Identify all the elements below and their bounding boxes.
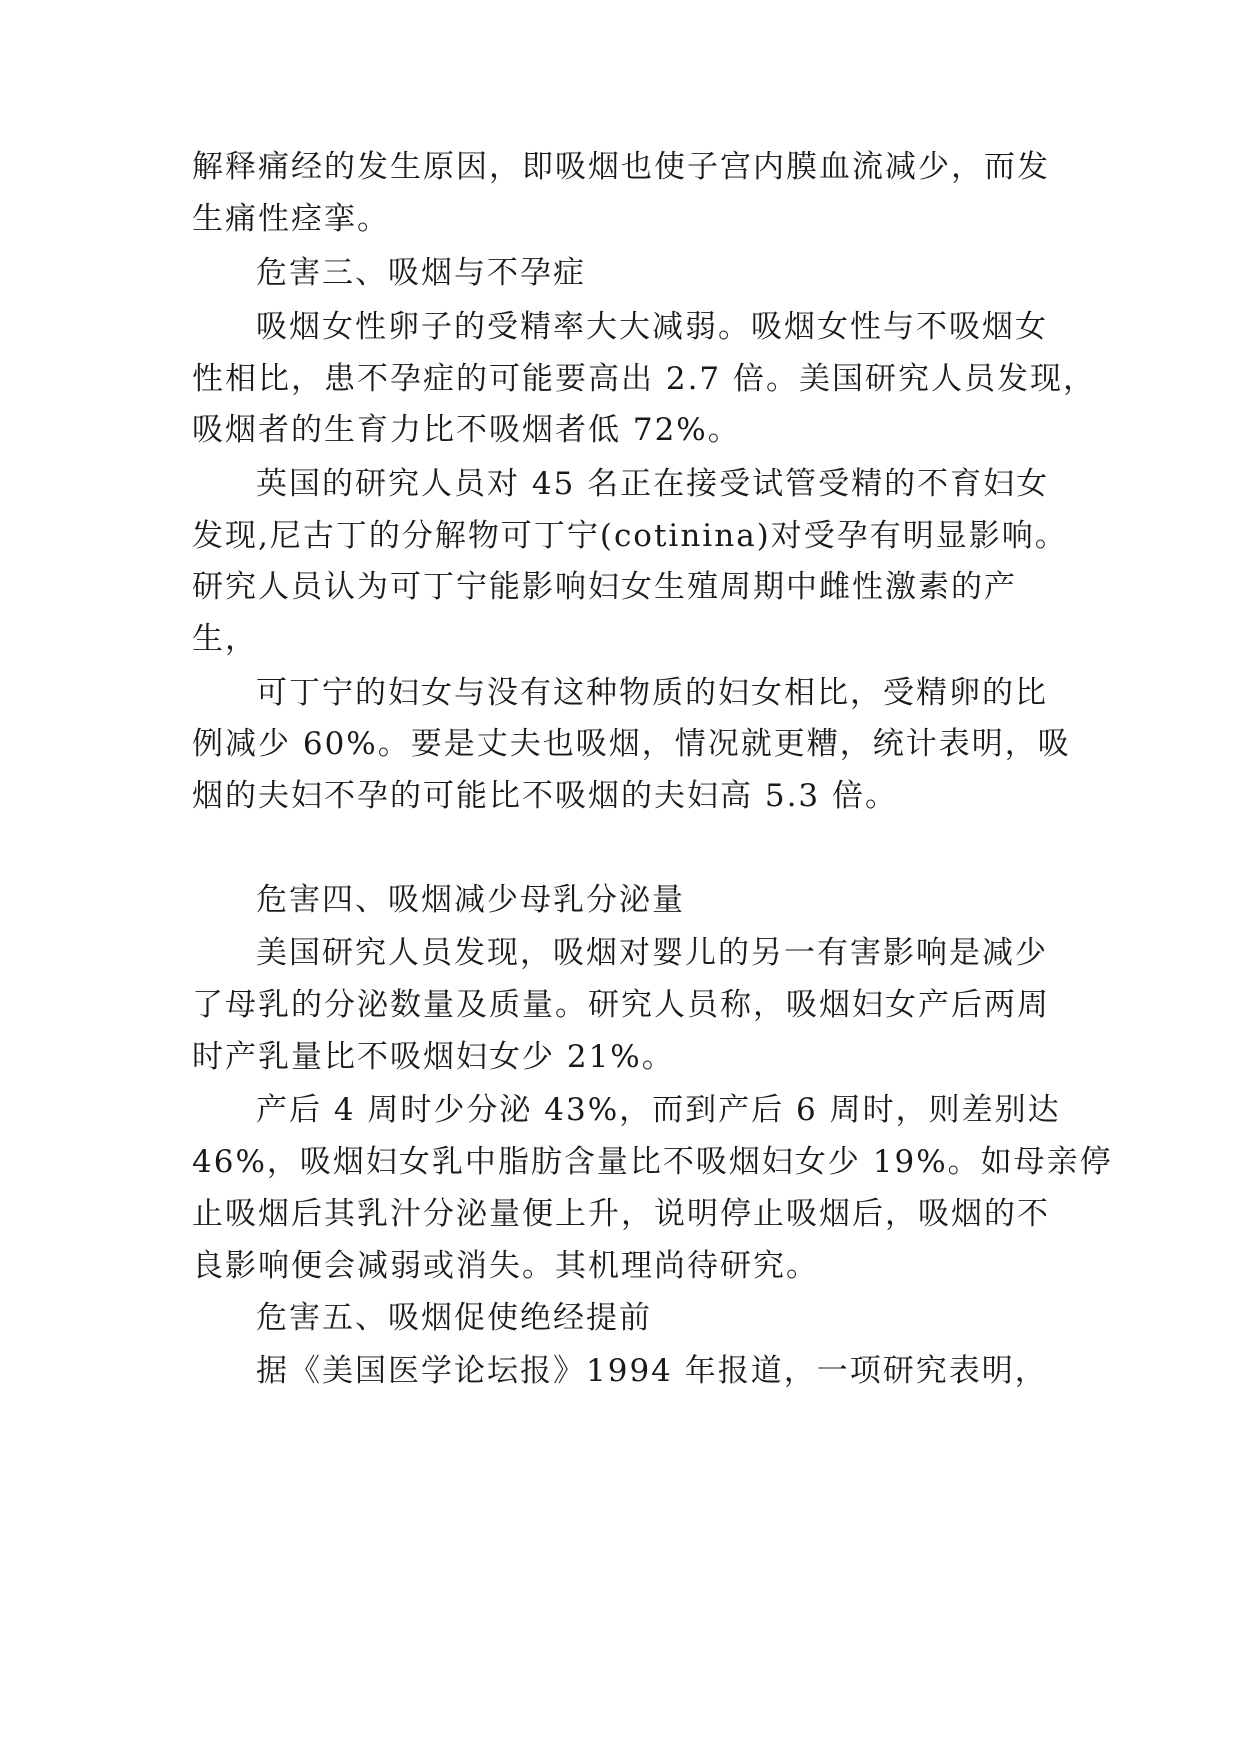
section-heading: 危害四、吸烟减少母乳分泌量 — [256, 882, 685, 918]
text-line: 例减少 60%。要是丈夫也吸烟，情况就更糟，统计表明，吸 — [192, 726, 1071, 762]
text-line: 美国研究人员发现，吸烟对婴儿的另一有害影响是减少 — [256, 935, 1048, 971]
text-line: 发现,尼古丁的分解物可丁宁(cotinina)对受孕有明显影响。 — [192, 518, 1068, 554]
text-line: 可丁宁的妇女与没有这种物质的妇女相比，受精卵的比 — [256, 675, 1048, 711]
text-line: 吸烟者的生育力比不吸烟者低 72%。 — [192, 412, 741, 448]
text-line: 生痛性痉挛。 — [192, 201, 390, 237]
text-line: 生， — [192, 621, 258, 657]
text-line: 止吸烟后其乳汁分泌量便上升，说明停止吸烟后，吸烟的不 — [192, 1196, 1050, 1232]
text-line: 了母乳的分泌数量及质量。研究人员称，吸烟妇女产后两周 — [192, 987, 1050, 1023]
text-line: 英国的研究人员对 45 名正在接受试管受精的不育妇女 — [256, 466, 1050, 502]
text-line: 烟的夫妇不孕的可能比不吸烟的夫妇高 5.3 倍。 — [192, 778, 899, 814]
section-heading: 危害三、吸烟与不孕症 — [256, 255, 586, 291]
text-line: 良影响便会减弱或消失。其机理尚待研究。 — [192, 1248, 819, 1284]
text-line: 46%，吸烟妇女乳中脂肪含量比不吸烟妇女少 19%。如母亲停 — [192, 1144, 1113, 1180]
text-line: 时产乳量比不吸烟妇女少 21%。 — [192, 1039, 675, 1075]
text-line: 性相比，患不孕症的可能要高出 2.7 倍。美国研究人员发现， — [192, 361, 1097, 397]
text-line: 解释痛经的发生原因，即吸烟也使子宫内膜血流减少，而发 — [192, 149, 1050, 185]
text-line: 研究人员认为可丁宁能影响妇女生殖周期中雌性激素的产 — [192, 569, 1017, 605]
section-heading: 危害五、吸烟促使绝经提前 — [256, 1300, 652, 1336]
text-line: 吸烟女性卵子的受精率大大减弱。吸烟女性与不吸烟女 — [256, 309, 1048, 345]
text-line: 据《美国医学论坛报》1994 年报道，一项研究表明， — [256, 1353, 1048, 1389]
text-line: 产后 4 周时少分泌 43%，而到产后 6 周时，则差别达 — [256, 1092, 1061, 1128]
